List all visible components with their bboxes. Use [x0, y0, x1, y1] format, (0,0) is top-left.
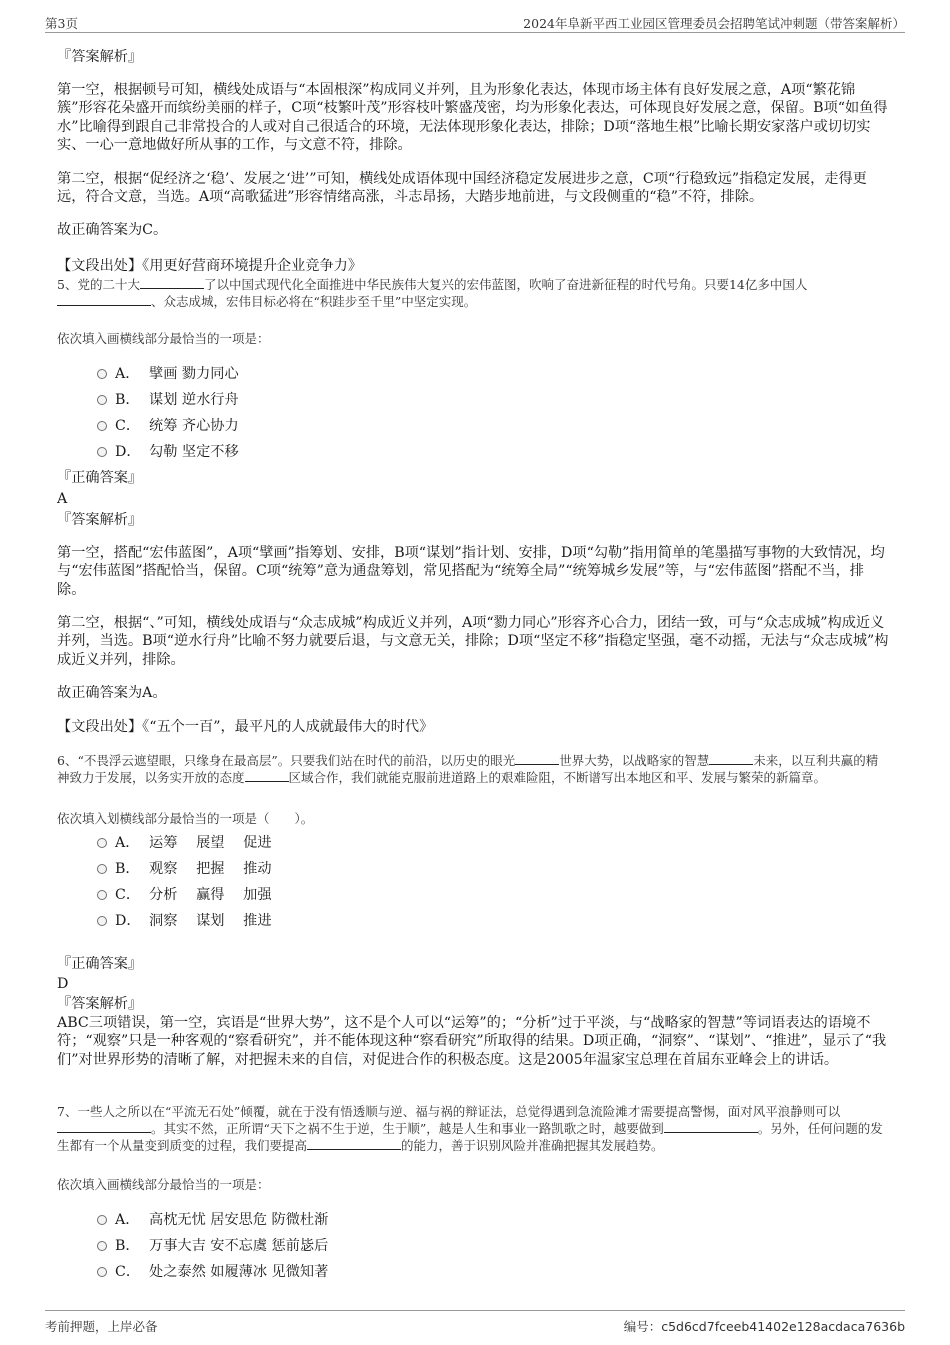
q6-analysis-p1: ABC三项错误，第一空，宾语是“世界大势”，这不是个人可以“运筹”的；“分析”过于平淡，与“战略家的智慧”等词语表达的语境不符；“观察”只是一种客观的“察看研究”，并不能体现这种“察看研究”所取得的结果。D项正确，“洞察”、“谋划”、“推进”，显示了“我们”对世界形势的清晰了解，对把握未来的自信，对促进合作的积极态度。这是2005年温家宝总理在首届东亚峰会上的讲话。	[57, 1015, 887, 1068]
q4-analysis-p2: 第二空，根据“促经济之‘稳’、发展之‘进’”可知，横线处成语体现中国经济稳定发展进步之意，C项“行稳致远”指稳定发展，走得更远，符合文意，当选。A项“高歌猛进”形容情绪高涨，斗志昂扬，大踏步地前进，与文段侧重的“稳”不符，排除。	[57, 171, 867, 206]
radio-icon[interactable]	[97, 838, 107, 848]
radio-icon[interactable]	[97, 421, 107, 431]
q5-blank-1	[140, 276, 204, 289]
q6-stem-part-c: 未来，以互利共赢的精神致力于发展，以务实开放的态度	[57, 753, 879, 785]
q6-option-d[interactable]: D． 洞察 谋划 推进	[97, 911, 272, 931]
radio-icon[interactable]	[97, 447, 107, 457]
q6-option-c[interactable]: C． 分析 赢得 加强	[97, 885, 272, 905]
radio-icon[interactable]	[97, 916, 107, 926]
q5-blank-2	[57, 293, 151, 306]
q6-option-a[interactable]: A． 运筹 展望 促进	[97, 833, 272, 853]
q6-blank-2	[709, 752, 753, 765]
q6-answer-label: 『正确答案』	[57, 956, 143, 972]
q7-stem-part-c: 。另外，任何问题的发生都有一个从量变到质变的过程，我们要提高	[57, 1121, 883, 1153]
q7-blank-3	[307, 1137, 401, 1150]
q6-stem-part-d: 区域合作，我们就能克服前进道路上的艰难险阻，不断谱写出本地区和平、发展与繁荣的新篇章。	[288, 770, 827, 785]
q6-answer: D	[57, 976, 69, 992]
q5-option-a[interactable]: A． 擘画 勠力同心	[97, 364, 239, 384]
q5-analysis-p1: 第一空，搭配“宏伟蓝图”，A项“擘画”指筹划、安排，B项“谋划”指计划、安排，D项“勾勒”指用简单的笔墨描写事物的大致情况，均与“宏伟蓝图”搭配恰当，保留。C项“统筹”意为通盘筹划，常见搭配为“统筹全局”“统筹城乡发展”等，与“宏伟蓝图”搭配不当，排除。	[57, 545, 885, 598]
document-title: 2024年阜新平西工业园区管理委员会招聘笔试冲刺题（带答案解析）	[523, 16, 905, 31]
q5-prompt: 依次填入画横线部分最恰当的一项是：	[57, 331, 270, 346]
radio-icon[interactable]	[97, 890, 107, 900]
q5-conclusion: 故正确答案为A。	[57, 685, 167, 701]
radio-icon[interactable]	[97, 1241, 107, 1251]
q5-stem-part-c: 、众志成城，宏伟目标必将在“积跬步至千里”中坚定实现。	[151, 294, 477, 309]
page-number: 第3页	[45, 16, 78, 31]
q6-stem-part-a: 6、“不畏浮云遮望眼，只缘身在最高层”。只要我们站在时代的前沿，以历史的眼光	[57, 753, 516, 768]
radio-icon[interactable]	[97, 864, 107, 874]
q6-stem-part-b: 世界大势，以战略家的智慧	[559, 753, 710, 768]
q4-conclusion: 故正确答案为C。	[57, 222, 168, 238]
radio-icon[interactable]	[97, 395, 107, 405]
page-footer	[45, 1310, 905, 1337]
q4-analysis-label: 『答案解析』	[57, 49, 143, 65]
q6-blank-1	[515, 752, 559, 765]
document-code-label: 编号：	[623, 1319, 662, 1334]
radio-icon[interactable]	[97, 1215, 107, 1225]
document-code-value: c5d6cd7fceeb41402e128acdaca7636b	[661, 1319, 905, 1334]
q5-answer: A	[57, 491, 68, 507]
q7-prompt: 依次填入画横线部分最恰当的一项是：	[57, 1177, 270, 1192]
q6-prompt: 依次填入划横线部分最恰当的一项是（ ）。	[57, 811, 314, 826]
document-code	[624, 1317, 905, 1335]
q5-option-c[interactable]: C． 统筹 齐心协力	[97, 416, 239, 436]
q5-stem	[57, 276, 889, 310]
q7-option-c[interactable]: C． 处之泰然 如履薄冰 见微知著	[97, 1262, 328, 1282]
q5-stem-part-a: 5、党的二十大	[57, 277, 140, 292]
q7-stem-part-d: 的能力，善于识别风险并准确把握其发展趋势。	[401, 1138, 664, 1153]
q7-option-a[interactable]: A． 高枕无忧 居安思危 防微杜渐	[97, 1210, 328, 1230]
q7-blank-2	[664, 1120, 758, 1133]
q6-analysis-label: 『答案解析』	[57, 996, 143, 1012]
page-header	[45, 14, 905, 33]
q7-blank-1	[57, 1120, 151, 1133]
q7-option-b[interactable]: B． 万事大吉 安不忘虞 惩前毖后	[97, 1236, 328, 1256]
q5-answer-label: 『正确答案』	[57, 470, 143, 486]
footer-slogan: 考前押题，上岸必备	[45, 1319, 158, 1334]
q7-stem-part-b: 。其实不然，正所谓“天下之祸不生于逆，生于顺”，越是人生和事业一路凯歌之时，越要做到	[151, 1121, 664, 1136]
radio-icon[interactable]	[97, 369, 107, 379]
q5-option-d[interactable]: D． 勾勒 坚定不移	[97, 442, 239, 462]
radio-icon[interactable]	[97, 1267, 107, 1277]
q7-stem-part-a: 7、一些人之所以在“平流无石处”倾覆，就在于没有悟透顺与逆、福与祸的辩证法，总觉得遇到急流险滩才需要提高警惕，面对风平浪静则可以	[57, 1104, 841, 1119]
q6-stem	[57, 752, 889, 786]
q5-analysis-p2: 第二空，根据“、”可知，横线处成语与“众志成城”构成近义并列，A项“勠力同心”形容齐心合力，团结一致，可与“众志成城”构成近义并列，当选。B项“逆水行舟”比喻不努力就要后退，与文意无关，排除；D项“坚定不移”指稳定坚强，毫不动摇，无法与“众志成城”构成近义并列，排除。	[57, 615, 889, 668]
q5-stem-part-b: 了以中国式现代化全面推进中华民族伟大复兴的宏伟蓝图，吹响了奋进新征程的时代号角。只要14亿多中国人	[203, 277, 808, 292]
q5-option-b[interactable]: B． 谋划 逆水行舟	[97, 390, 239, 410]
q6-option-b[interactable]: B． 观察 把握 推动	[97, 859, 272, 879]
q4-analysis-p1: 第一空，根据顿号可知，横线处成语与“本固根深”构成同义并列，且为形象化表达，体现市场主体有良好发展之意，A项“繁花锦簇”形容花朵盛开而缤纷美丽的样子，C项“枝繁叶茂”形容枝叶繁盛茂密，均为形象化表达，可体现良好发展之意，保留。B项“如鱼得水”比喻得到跟自己非常投合的人或对自己很适合的环境，无法体现形象化表达，排除；D项“落地生根”比喻长期安家落户或切切实实、一心一意地做好所从事的工作，与文意不符，排除。	[57, 82, 888, 153]
q5-source: 【文段出处】《“五个一百”，最平凡的人成就最伟大的时代》	[57, 719, 434, 735]
q6-blank-3	[245, 769, 289, 782]
q4-source: 【文段出处】《用更好营商环境提升企业竞争力》	[57, 258, 363, 274]
q7-stem	[57, 1103, 889, 1154]
q5-analysis-label: 『答案解析』	[57, 512, 143, 528]
